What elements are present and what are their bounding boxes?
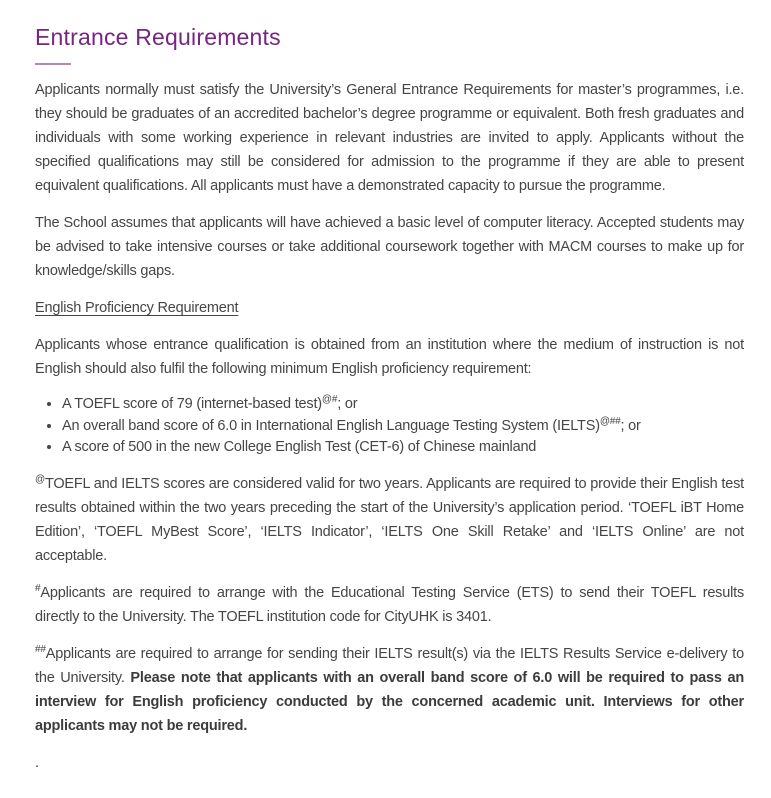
- footnote-ielts-edelivery: [35, 642, 744, 738]
- list-item-toefl: [62, 394, 744, 416]
- footnote-marker-hash: #: [35, 582, 41, 594]
- footnote-text: Applicants are required to arrange for sending their IELTS result(s) via the IELTS Results Service e-delivery to the University.: [35, 645, 744, 686]
- list-item-tail: ; or: [620, 417, 641, 434]
- footnote-score-validity: [35, 472, 744, 568]
- english-requirements-list: [35, 394, 744, 459]
- footnote-marker-double-hash: ##: [35, 643, 46, 655]
- subheading-english-proficiency: English Proficiency Requirement: [35, 300, 239, 316]
- list-item-text: A score of 500 in the new College English Test (CET-6) of Chinese mainland: [62, 439, 537, 455]
- page-title: Entrance Requirements: [35, 24, 281, 50]
- footnote-text: Applicants are required to arrange with the Educational Testing Service (ETS) to send their TOEFL results directly to the University. The TOEFL institution code for CityUHK is 3401.: [35, 584, 744, 625]
- footnote-marker-at-hash: @#: [321, 394, 338, 406]
- paragraph-computer-literacy: The School assumes that applicants will have achieved a basic level of computer literacy. Accepted students may be advised to take intensive courses or take additional coursework together with MACM courses to make up for knowledge/skills gaps.: [35, 215, 744, 279]
- paragraph-english-proficiency-intro: Applicants whose entrance qualification is obtained from an institution where the medium of instruction is not English should also fulfil the following minimum English proficiency requirement:: [35, 337, 744, 377]
- list-item-text: An overall band score of 6.0 in International English Language Testing System (IELTS): [62, 417, 600, 434]
- title-underline-rule: [35, 63, 71, 65]
- list-item-ielts: [62, 416, 744, 438]
- footnote-text: TOEFL and IELTS scores are considered valid for two years. Applicants are required to provide their English test results obtained within the two years preceding the start of the University’s application period. ‘TOEFL iBT Home Edition’, ‘TOEFL MyBest Score’, ‘IELTS Indicator’, ‘IELTS One Skill Retake’ and ‘IELTS Online’ are not acceptable.: [35, 475, 744, 564]
- list-item-tail: ; or: [337, 396, 358, 412]
- trailing-period: .: [35, 754, 39, 771]
- list-item-text: A TOEFL score of 79 (internet-based test): [62, 396, 322, 412]
- subheading-wrapper: [35, 296, 744, 320]
- footnote-ets-toefl-code: [35, 581, 744, 629]
- footnote-marker-at: @: [35, 473, 45, 485]
- list-item-cet6: [62, 437, 744, 459]
- paragraph-general-entrance-requirements: Applicants normally must satisfy the University’s General Entrance Requirements for master’s programmes, i.e. they should be graduates of an accredited bachelor’s degree programme or equivalent. Both fresh graduates and individuals with some working experience in relevant industries are invited to apply. Applicants without the specified qualifications may still be considered for admission to the programme if they are able to present equivalent qualifications. All applicants must have a demonstrated capacity to pursue the programme.: [35, 82, 744, 194]
- footnote-bold-interview-note: Please note that applicants with an overall band score of 6.0 will be required to pass an interview for English proficiency conducted by the concerned academic unit. Interviews for other applicants may not be required.: [35, 669, 744, 734]
- footnote-marker-at-double-hash: @##: [599, 415, 621, 427]
